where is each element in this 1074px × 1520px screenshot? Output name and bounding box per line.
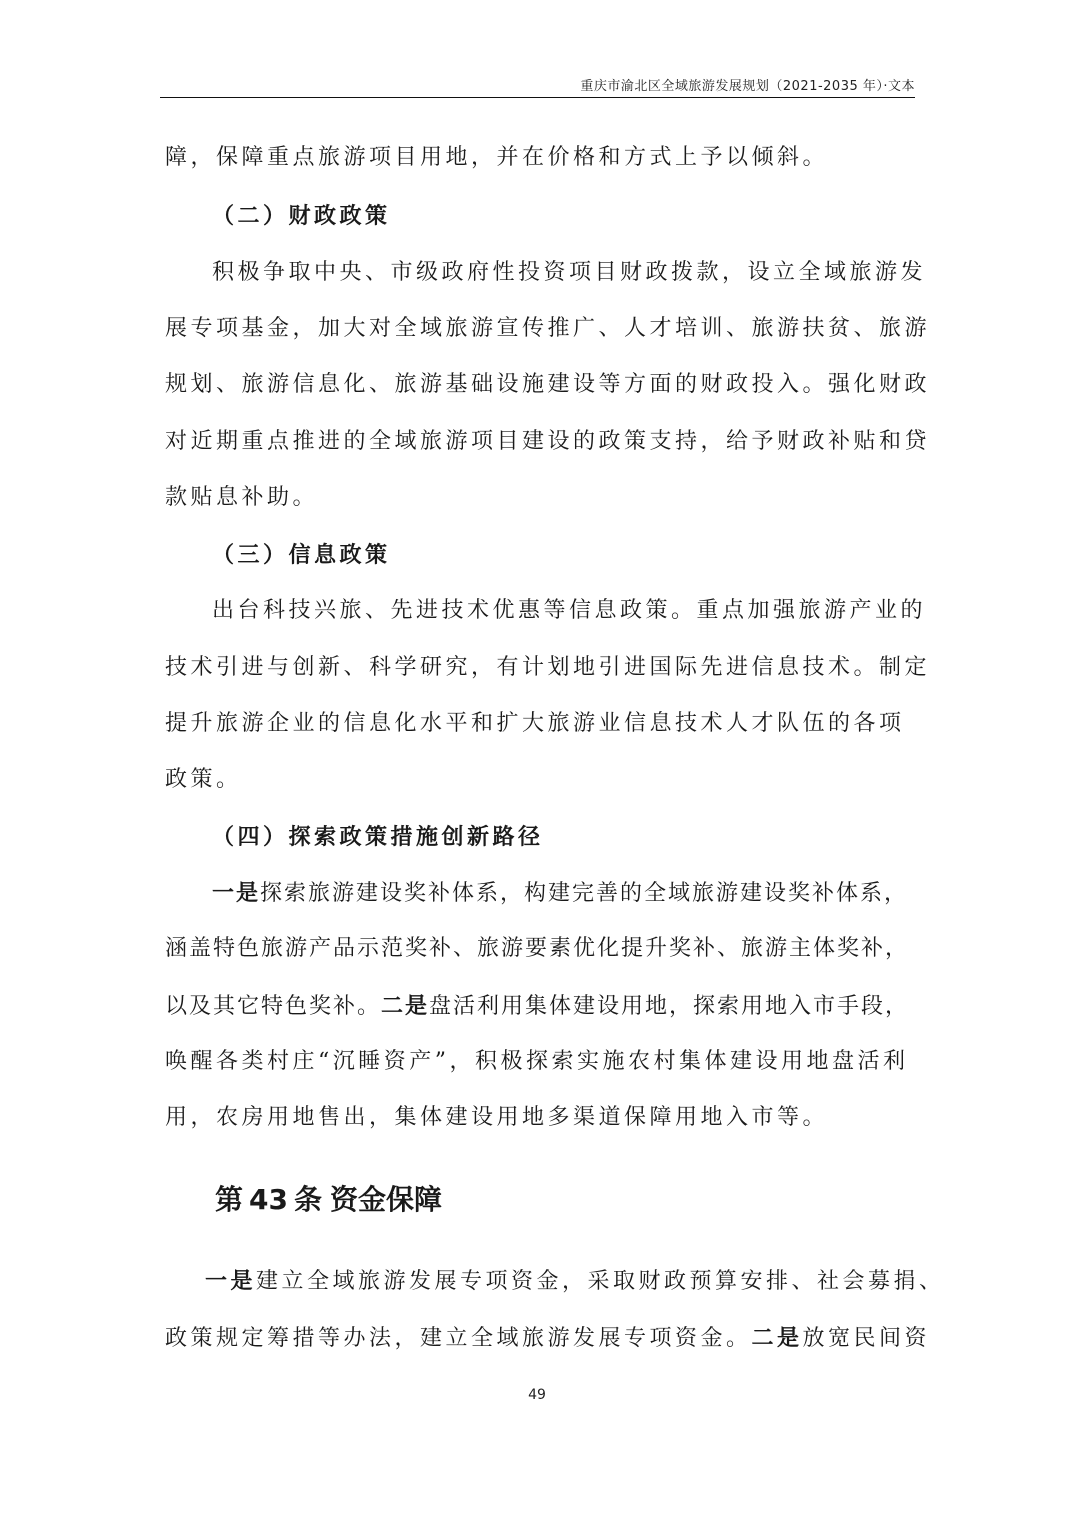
body-line: 技术引进与创新、科学研究，有计划地引进国际先进信息技术。制定 — [165, 655, 931, 680]
body-line: 对近期重点推进的全域旅游项目建设的政策支持，给予财政补贴和贷 — [165, 429, 931, 454]
emphasis-label: 二是 — [751, 1325, 803, 1351]
article-number: 43 — [249, 1183, 288, 1216]
body-text: 探索旅游建设奖补体系，构建完善的全域旅游建设奖补体系， — [260, 881, 909, 906]
body-text: 以及其它特色奖补。 — [165, 994, 382, 1019]
body-line — [212, 873, 915, 913]
emphasis-label: 二是 — [381, 993, 430, 1019]
body-line: 用，农房用地售出，集体建设用地多渠道保障用地入市等。 — [165, 1105, 829, 1130]
body-line: 积极争取中央、市级政府性投资项目财政拨款，设立全域旅游发 — [212, 260, 927, 285]
body-line: 款贴息补助。 — [165, 485, 319, 510]
article-title: 资金保障 — [330, 1183, 443, 1216]
emphasis-label: 一是 — [212, 880, 261, 906]
body-line: 展专项基金，加大对全域旅游宣传推广、人才培训、旅游扶贫、旅游 — [165, 316, 931, 341]
page-number: 49 — [528, 1387, 546, 1403]
body-line: 规划、旅游信息化、旅游基础设施建设等方面的财政投入。强化财政 — [165, 372, 931, 397]
header-divider — [160, 97, 915, 98]
running-header: 重庆市渝北区全域旅游发展规划（2021-2035 年）·文本 — [580, 79, 915, 94]
body-line — [165, 1318, 931, 1358]
body-line: 提升旅游企业的信息化水平和扩大旅游业信息技术人才队伍的各项 — [165, 711, 905, 736]
body-line: 出台科技兴旅、先进技术优惠等信息政策。重点加强旅游产业的 — [212, 598, 927, 623]
section-heading-fiscal-policy: （二）财政政策 — [212, 203, 391, 229]
body-line: 唤醒各类村庄“沉睡资产”，积极探索实施农村集体建设用地盘活利 — [165, 1049, 909, 1074]
article-prefix: 第 — [215, 1183, 244, 1216]
article-heading — [215, 1178, 442, 1222]
body-line: 政策。 — [165, 767, 242, 792]
body-line — [165, 986, 915, 1026]
body-text: 政策规定筹措等办法，建立全域旅游发展专项资金。 — [165, 1326, 752, 1351]
body-line — [205, 1261, 945, 1301]
body-line: 障，保障重点旅游项目用地，并在价格和方式上予以倾斜。 — [165, 145, 829, 170]
body-text: 盘活利用集体建设用地，探索用地入市手段， — [429, 994, 910, 1019]
article-suffix: 条 — [293, 1183, 322, 1216]
body-line: 涵盖特色旅游产品示范奖补、旅游要素优化提升奖补、旅游主体奖补， — [165, 936, 910, 961]
body-text: 放宽民间资 — [802, 1326, 931, 1351]
body-text: 建立全域旅游发展专项资金，采取财政预算安排、社会募捐、 — [256, 1269, 945, 1294]
section-heading-innovation-path: （四）探索政策措施创新路径 — [212, 824, 544, 850]
section-heading-information-policy: （三）信息政策 — [212, 542, 391, 568]
emphasis-label: 一是 — [205, 1268, 257, 1294]
